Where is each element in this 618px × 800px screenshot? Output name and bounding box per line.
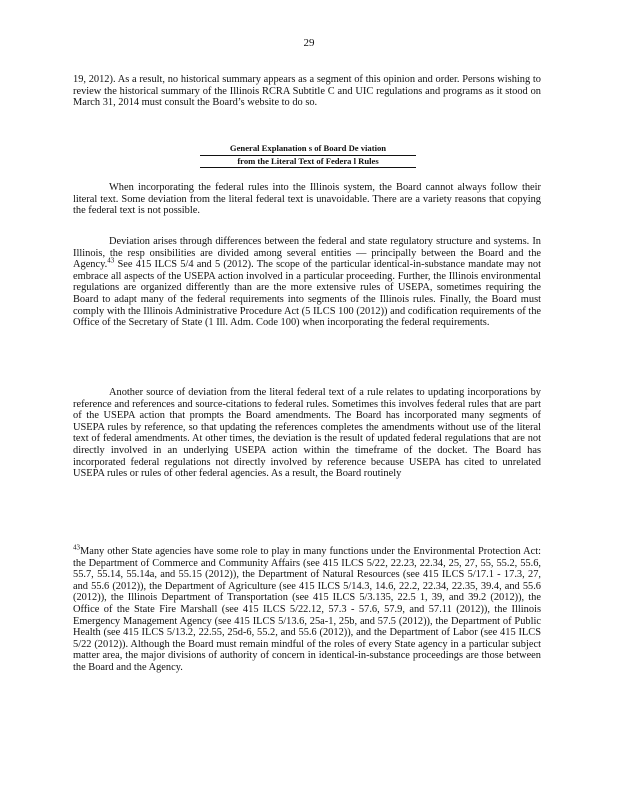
paragraph-3-after-note: See 415 ILCS 5/4 and 5 (2012). The scope of the particular identical-in-substance mandate may not embrace all aspects of the USEPA action involved in a particular proceeding. Further, the Illinois environmental regulations are organized differently than are the more extensive rules of USEPA, sometimes requiring the Board to adapt many of the federal requirements into segments of the Illinois rules. Finally, the Board must comply with the Illinois Administrative Procedure Act (5 ILCS 100 (2012)) and codification requirements of the Office of the Secretary of State (1 Ill. Adm. Code 100) when incorporating the federal requirements.	[73, 259, 541, 329]
paragraph-2	[73, 182, 541, 217]
paragraph-4-text: Another source of deviation from the literal federal text of a rule relates to updating incorporations by reference and references and source-citations to federal rules. Sometimes this involves federal rules that are part of the USEPA action that prompts the Board amendments. The Board has incorporated many segments of USEPA rules by reference, so that updating the references completes the amendments without use of the literal text of federal amendments. At other times, the deviation is the result of updated federal regulations that are not directly involved in an underlying USEPA action within the timeframe of the docket. The Board has incorporated federal regulations not directly involved by reference because USEPA has cited to unrelated USEPA rules or rules of other federal agencies. As a result, the Board routinely	[73, 387, 541, 480]
page-number: 29	[303, 37, 315, 49]
paragraph-3-before-note: Deviation arises through differences between the federal and state regulatory structure and systems. In Illinois, the resp onsibilities are divided among several entities — principally between the Board and the Agency.	[73, 236, 541, 271]
section-heading	[200, 143, 416, 168]
paragraph-3-text	[73, 236, 541, 329]
heading-underline-2	[200, 167, 416, 168]
section-heading-line-2: from the Literal Text of Federa l Rules	[237, 155, 379, 166]
footnote-reference[interactable]: 43	[107, 256, 115, 265]
footnote-text: Many other State agencies have some role to play in many functions under the Environmental Protection Act: the Department of Commerce and Community Affairs (see 415 ILCS 5/22, 22.23, 22.34, 25, 27, 55, 55.2, 55.6, 55.7, 55.14, 55.14a, and 55.15 (2012)), the Department of Natural Resources (see 415 ILCS 5/17.1 - 17.3, 27, and 55.6 (2012)), the Department of Agriculture (see 415 ILCS 5/14.3, 14.6, 22.2, 22.34, 22.35, 39.4, and 55.6 (2012)), the Illinois Department of Transportation (see 415 ILCS 5/3.135, 22.5 1, 39, and 39.2 (2012)), the Office of the State Fire Marshall (see 415 ILCS 5/22.12, 57.3 - 57.6, 57.9, and 57.11 (2012)), the Illinois Emergency Management Agency (see 415 ILCS 5/13.6, 25a-1, 25b, and 57.5 (2012)), the Department of Public Health (see 415 ILCS 5/13.2, 22.55, 25d-6, 55.2, and 55.6 (2012)), and the Department of Labor (see 415 ILCS 5/22 (2012)). Although the Board must remain mindful of the roles of every State agency in a particular subject matter area, the major divisions of authority of concern in identical-in-substance proceedings are those between the Board and the Agency.	[73, 546, 541, 673]
footnote-number: 43	[73, 543, 80, 552]
paragraph-4	[73, 387, 541, 480]
section-heading-line-1: General Explanation s of Board De viation	[229, 143, 387, 153]
paragraph-2-text: When incorporating the federal rules into the Illinois system, the Board cannot always follow their literal text. Some deviation from the literal federal text is unavoidable. There are a variety reasons that copying the federal text is not possible.	[73, 182, 541, 217]
footnote-text-wrapper	[73, 543, 541, 674]
paragraph-3	[73, 236, 541, 329]
paragraph-continuation	[73, 74, 541, 109]
paragraph-1-text: 19, 2012). As a result, no historical summary appears as a segment of this opinion and order. Persons wishing to review the historical summary of the Illinois RCRA Subtitle C and UIC regulations and programs as it stood on March 31, 2014 must consult the Board’s website to do so.	[73, 74, 541, 109]
footnote	[73, 543, 541, 674]
